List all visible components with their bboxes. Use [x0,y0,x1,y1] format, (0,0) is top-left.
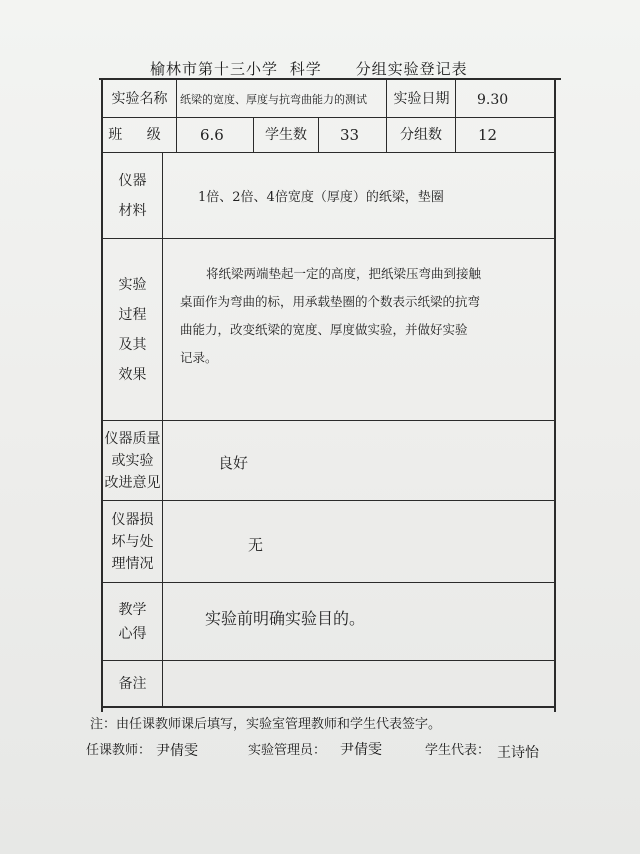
admin-label: 实验管理员： [248,743,327,758]
label-line: 坏与处 [111,533,154,550]
process-line: 曲能力，改变纸梁的宽度、厚度做实验，并做好实验 [180,322,468,337]
quality-improvement-label [103,421,162,500]
damage-handling-label [103,501,162,582]
col-divider [455,78,456,152]
student-count-value: 33 [340,126,360,144]
label-line: 心得 [118,625,147,642]
experiment-name-label: 实验名称 [111,90,168,107]
experiment-date-value: 9.30 [477,92,509,108]
label-line: 实验 [118,276,147,293]
student-rep-label: 学生代表： [425,743,491,758]
label-line: 仪器损 [111,511,154,528]
row-divider [101,660,556,661]
label-line: 理情况 [111,555,154,572]
class-label: 班 级 [108,127,171,143]
row-divider [101,500,556,501]
row-divider [101,238,556,239]
footer-note: 注：由任课教师课后填写，实验室管理教师和学生代表签字。 [90,717,442,732]
label-line: 仪器质量 [104,430,161,447]
teaching-reflection-label [103,583,162,660]
process-effect-value [180,260,552,372]
row-divider [101,420,556,421]
group-count-value: 12 [478,126,498,144]
col-divider [318,117,319,152]
label-line: 过程 [118,306,147,323]
school-name: 榆林市第十三小学 [150,60,279,78]
process-line: 将纸梁两端垫起一定的高度，把纸梁压弯曲到接触 [206,266,482,281]
group-count-label: 分组数 [400,127,442,143]
student-count-label: 学生数 [265,127,307,143]
subject-name: 科学 [284,58,328,80]
equipment-materials-value: 1倍、2倍、4倍宽度（厚度）的纸梁，垫圈 [198,190,444,205]
label-line: 材料 [118,202,147,219]
col-divider [176,78,177,152]
table-right-border [554,78,556,712]
label-line: 及其 [118,336,147,353]
equipment-materials-label [103,153,162,238]
teaching-reflection-value: 实验前明确实验目的。 [205,609,366,628]
remarks-label: 备注 [118,675,147,692]
process-line: 记录。 [180,350,218,365]
table-bottom-border [101,706,556,708]
form-name: 分组实验登记表 [338,58,486,80]
teacher-label: 任课教师： [86,743,152,758]
admin-signature: 尹倩雯 [340,742,382,758]
col-divider [162,152,163,708]
label-line: 教学 [118,601,147,618]
label-line: 仪器 [118,172,147,189]
row-divider [101,582,556,583]
process-line: 桌面作为弯曲的标，用承载垫圈的个数表示纸梁的抗弯 [180,294,481,309]
experiment-name-value: 纸梁的宽度、厚度与抗弯曲能力的测试 [180,93,367,106]
label-line: 或实验 [111,452,154,469]
label-line: 效果 [118,366,147,383]
class-value: 6.6 [200,126,224,144]
row-divider [101,152,556,153]
teacher-signature: 尹倩雯 [156,743,198,759]
experiment-date-label: 实验日期 [393,90,450,107]
process-effect-label [103,239,162,420]
student-rep-signature: 王诗怡 [497,745,539,761]
damage-handling-value: 无 [248,536,264,554]
quality-improvement-value: 良好 [218,454,249,472]
label-line: 改进意见 [104,474,161,491]
